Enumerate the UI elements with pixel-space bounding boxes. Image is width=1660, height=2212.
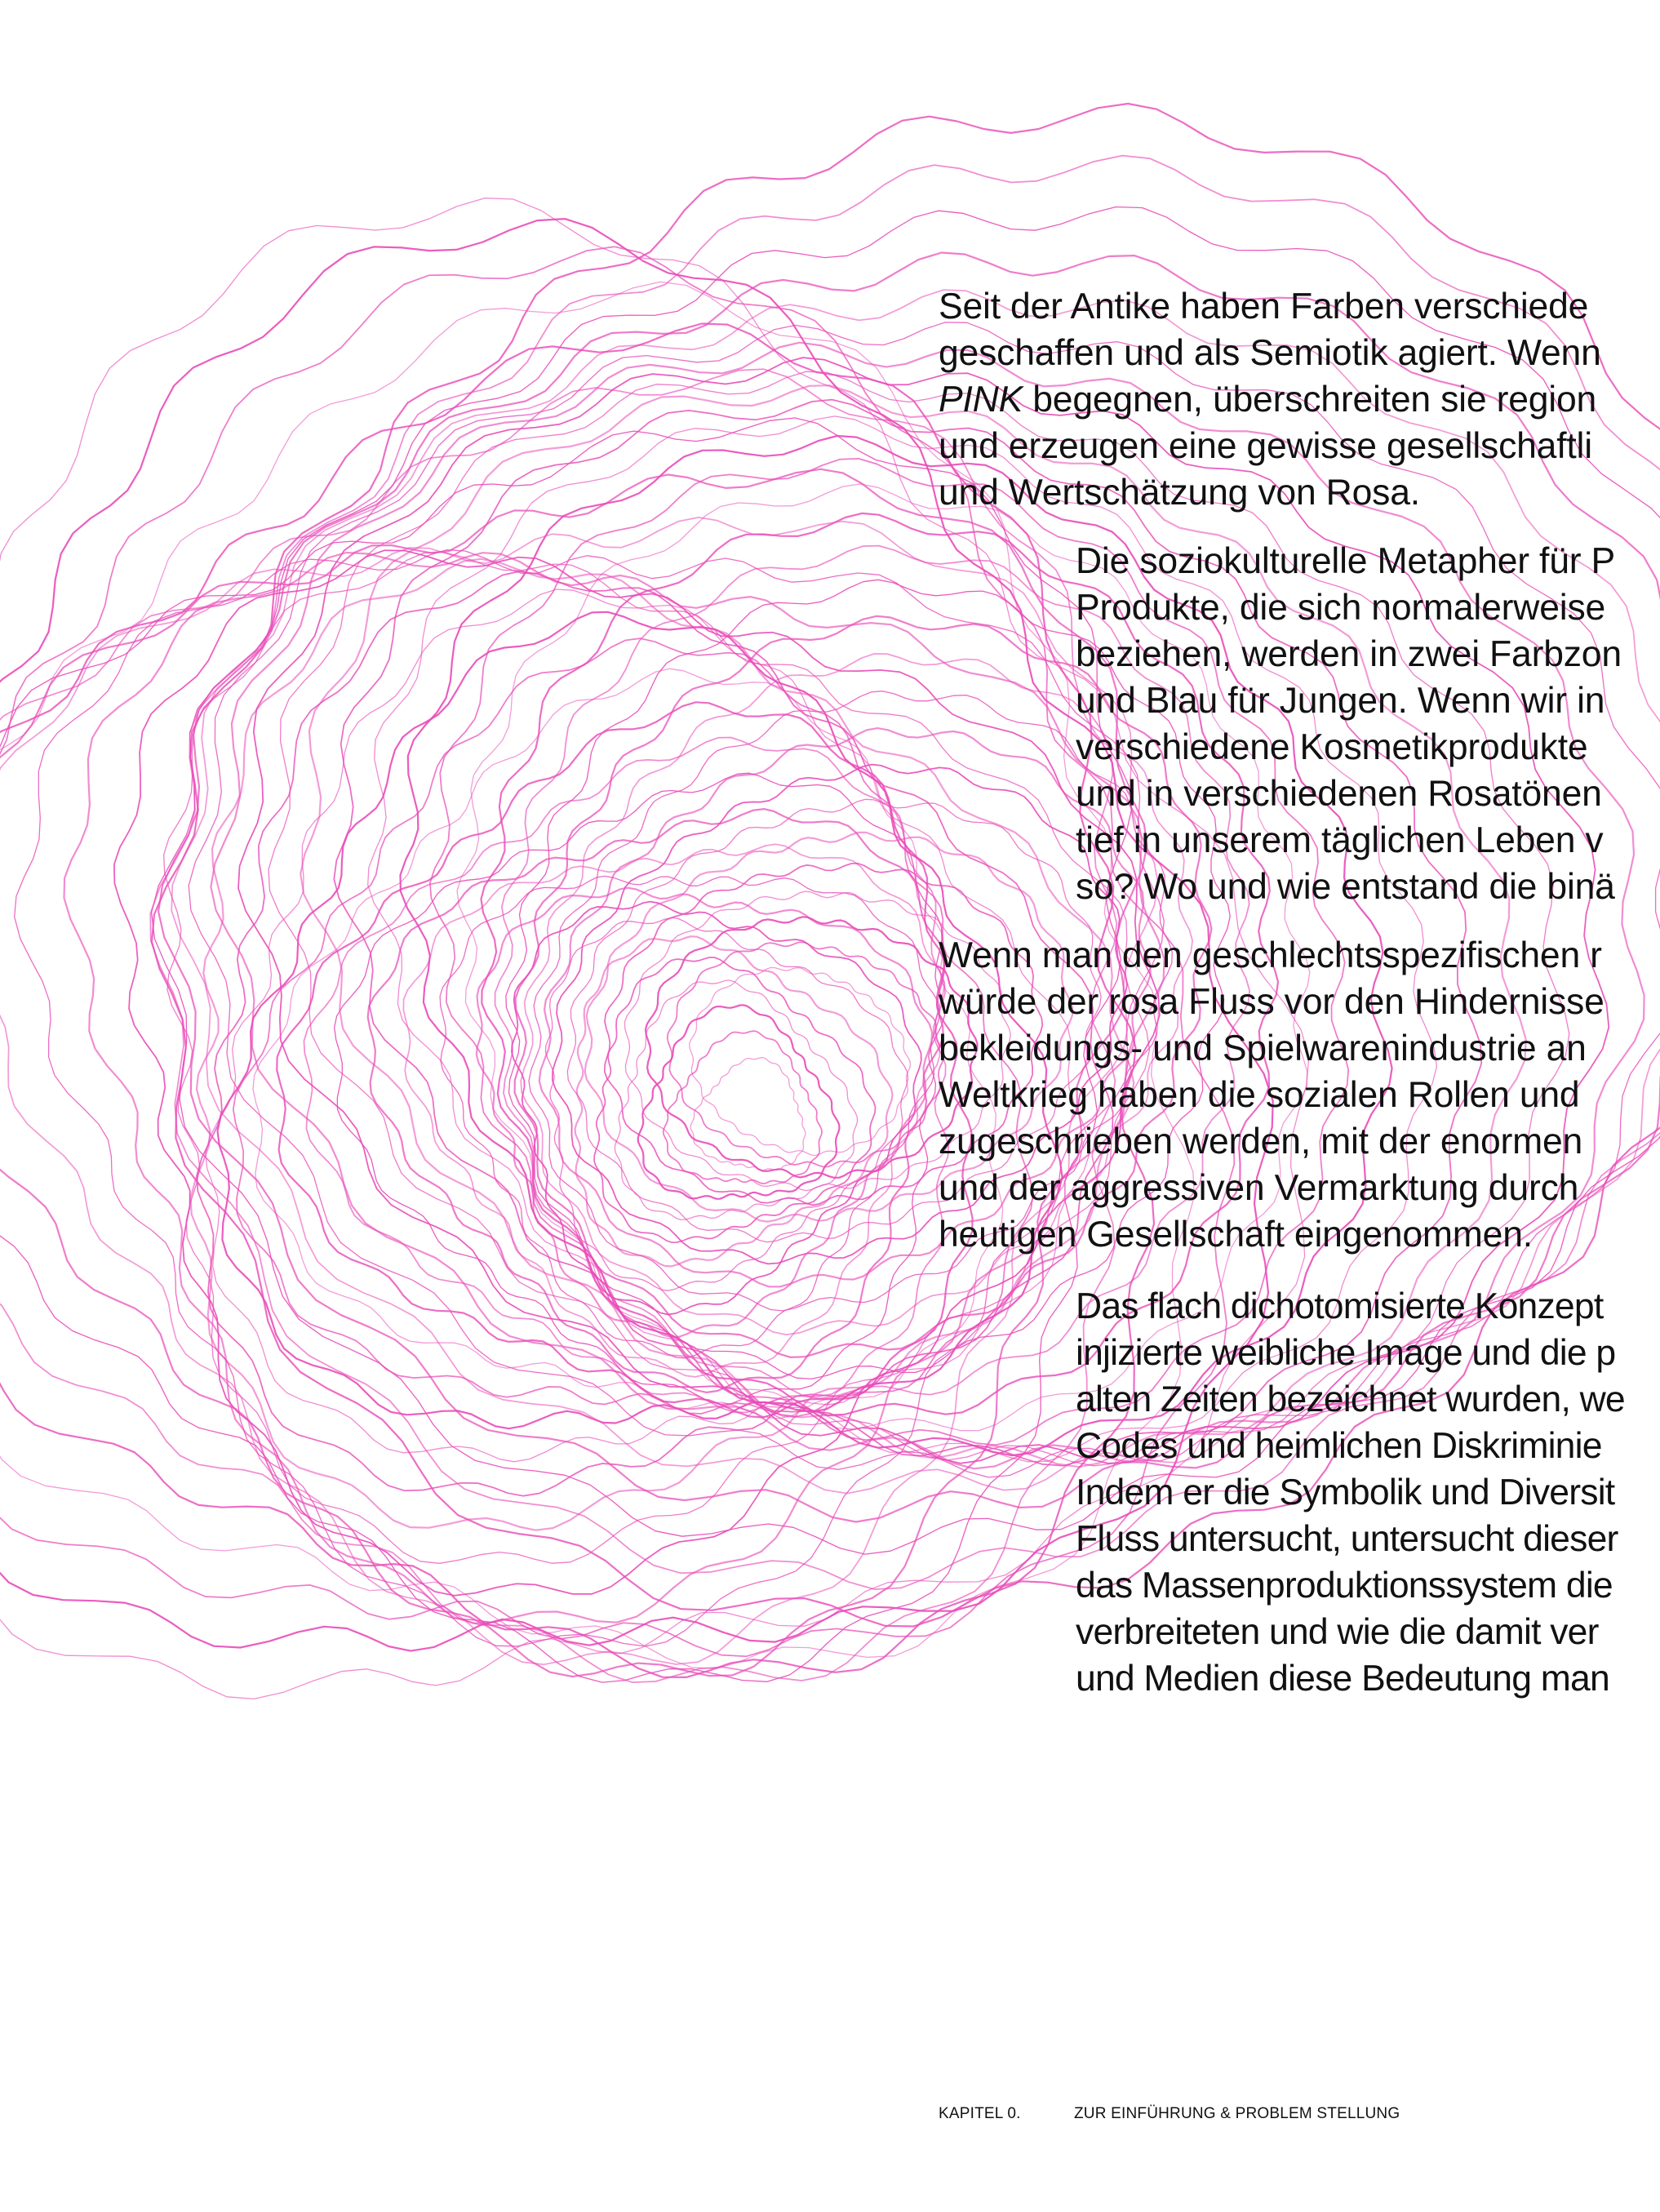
- spiral-ring: [304, 738, 948, 1413]
- text-line: so? Wo und wie entstand die binä: [1076, 867, 1615, 907]
- text-line: geschaffen und als Semiotik agiert. Wenn: [939, 333, 1601, 373]
- text-line: injizierte weibliche Image und die p: [1076, 1333, 1616, 1373]
- text-line: tief in unserem täglichen Leben v: [1076, 820, 1604, 860]
- text-line: und Blau für Jungen. Wenn wir in: [1076, 681, 1605, 721]
- text-line: das Massenproduktionssystem die: [1076, 1566, 1613, 1606]
- paragraph-concept: [1076, 1283, 1660, 1702]
- text-line: Seit der Antike haben Farben verschiede: [939, 286, 1589, 326]
- text-fragment: begegnen, überschreiten sie region: [1023, 380, 1597, 420]
- paragraph-intro: [939, 283, 1660, 516]
- spiral-ring: [277, 702, 972, 1417]
- spiral-ring: [512, 902, 921, 1315]
- text-line: verbreiteten und wie die damit ver: [1076, 1612, 1599, 1652]
- text-line: und erzeugen eine gewisse gesellschaftli: [939, 426, 1592, 466]
- text-line: [939, 376, 1660, 423]
- text-line: Wenn man den geschlechtsspezifischen r: [939, 935, 1602, 975]
- paragraph-metaphor: [1076, 538, 1660, 910]
- text-line: Fluss untersucht, untersucht dieser: [1076, 1519, 1618, 1559]
- text-line: würde der rosa Fluss vor den Hindernisse: [939, 982, 1605, 1022]
- spiral-ring: [646, 917, 978, 1178]
- text-line: Produkte, die sich normalerweise: [1076, 588, 1606, 628]
- footer-chapter: KAPITEL 0.: [939, 2105, 1021, 2122]
- spiral-ring: [477, 888, 932, 1338]
- text-line: Weltkrieg haben die sozialen Rollen und: [939, 1075, 1580, 1115]
- text-line: Codes und heimlichen Diskriminie: [1076, 1426, 1602, 1466]
- spiral-ring: [253, 668, 1003, 1419]
- text-line: heutigen Gesellschaft eingenommen.: [939, 1215, 1533, 1255]
- text-line: bekleidungs- und Spielwarenindustrie an: [939, 1028, 1587, 1068]
- text-line: verschiedene Kosmetikprodukte: [1076, 727, 1588, 767]
- footer-section-title: ZUR EINFÜHRUNG & PROBLEM STELLUNG: [1074, 2105, 1400, 2122]
- text-line: und Wertschätzung von Rosa.: [939, 473, 1420, 513]
- text-line: und Medien diese Bedeutung man: [1076, 1659, 1609, 1699]
- spiral-ring: [690, 1058, 806, 1170]
- text-line: und in verschiedenen Rosatönen: [1076, 774, 1602, 814]
- spiral-ring: [594, 957, 875, 1242]
- text-line: zugeschrieben werden, mit der enormen: [939, 1122, 1583, 1162]
- text-line: alten Zeiten bezeichnet wurden, we: [1076, 1379, 1625, 1419]
- paragraph-history: [939, 932, 1660, 1258]
- text-line: Die soziokulturelle Metapher für P: [1076, 541, 1616, 581]
- text-line: Indem er die Symbolik und Diversit: [1076, 1472, 1615, 1512]
- pink-emphasis: PINK: [939, 380, 1023, 420]
- text-line: beziehen, werden in zwei Farbzon: [1076, 634, 1622, 674]
- text-line: Das flach dichotomisierte Konzept: [1076, 1286, 1604, 1326]
- text-line: und der aggressiven Vermarktung durch: [939, 1168, 1579, 1208]
- spiral-ring: [545, 917, 908, 1290]
